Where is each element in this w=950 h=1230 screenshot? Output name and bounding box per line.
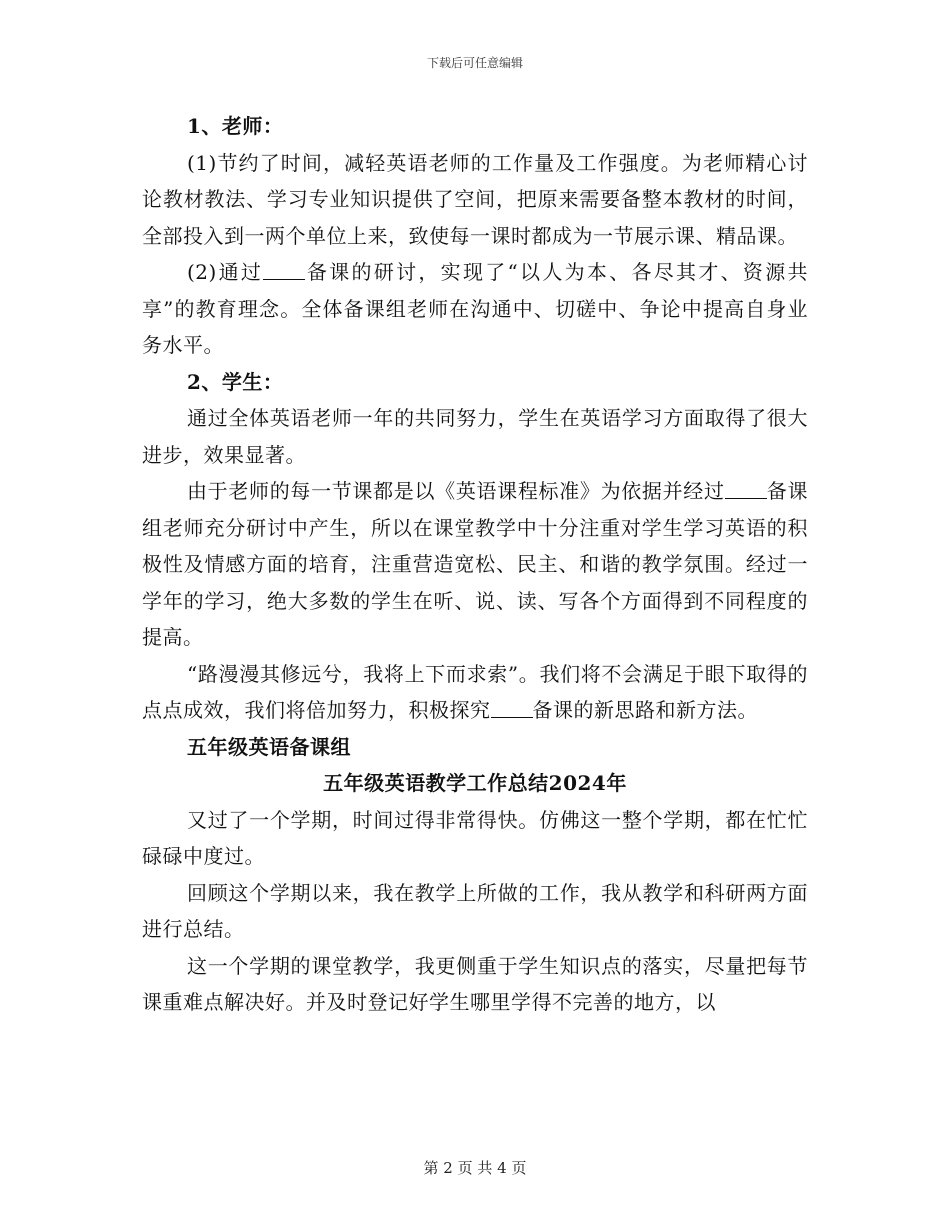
paragraph: 又过了一个学期，时间过得非常得快。仿佛这一整个学期，都在忙忙碌碌中度过。 (142, 807, 808, 868)
paragraph-text: 备课组老师充分研讨中产生，所以在课堂教学中十分注重对学生学习英语的积极性及情感方面的培育，注重营造宽松、民主、和谐的教学氛围。经过一学年的学习，绝大多数的学生在听、说、读、写各个方面得到不同程度的提高。 (142, 479, 809, 649)
paragraph: 回顾这个学期以来，我在教学上所做的工作，我从教学和科研两方面进行总结。 (142, 880, 808, 941)
fill-in-blank (491, 699, 533, 718)
page-header: 下载后可任意编辑 (426, 56, 523, 70)
section-heading-students: 2、学生： (187, 369, 284, 394)
paragraph: 这一个学期的课堂教学，我更侧重于学生知识点的落实，尽量把每节课重难点解决好。并及时登记好学生哪里学得不完善的地方，以 (142, 953, 808, 1014)
fill-in-blank (263, 261, 305, 280)
paragraph (142, 254, 808, 364)
paragraph-text: 备课的研讨，实现了“以人为本、各尽其才、资源共享”的教育理念。全体备课组老师在沟通中、切磋中、争论中提高自身业务水平。 (142, 260, 808, 357)
paragraph (142, 656, 808, 729)
section-heading-teachers: 1、老师： (187, 114, 284, 138)
paragraph-text: (2)通过 (187, 260, 264, 284)
signature: 五年级英语备课组 (187, 734, 351, 759)
document-title: 五年级英语教学工作总结2024年 (323, 771, 627, 795)
document-body (142, 108, 808, 1021)
paragraph-text: 由于老师的每一节课都是以《英语课程标准》为依据并经过 (187, 479, 725, 503)
paragraph: 通过全体英语老师一年的共同努力，学生在英语学习方面取得了很大进步，效果显著。 (142, 406, 808, 467)
paragraph-text: “路漫漫其修远兮，我将上下而求索”。我们将不会满足于眼下取得的点点成效，我们将倍加努力，积极探究 (142, 661, 808, 722)
page-number: 第 2 页 共 4 页 (423, 1159, 527, 1177)
fill-in-blank (725, 480, 767, 499)
paragraph-text: 备课的新思路和新方法。 (532, 698, 758, 722)
paragraph: (1)节约了时间，减轻英语老师的工作量及工作强度。为老师精心讨论教材教法、学习专业知识提供了空间，把原来需要备整本教材的时间，全部投入到一两个单位上来，致使每一课时都成为一节展示课、精品课。 (142, 150, 808, 248)
paragraph (142, 473, 808, 656)
